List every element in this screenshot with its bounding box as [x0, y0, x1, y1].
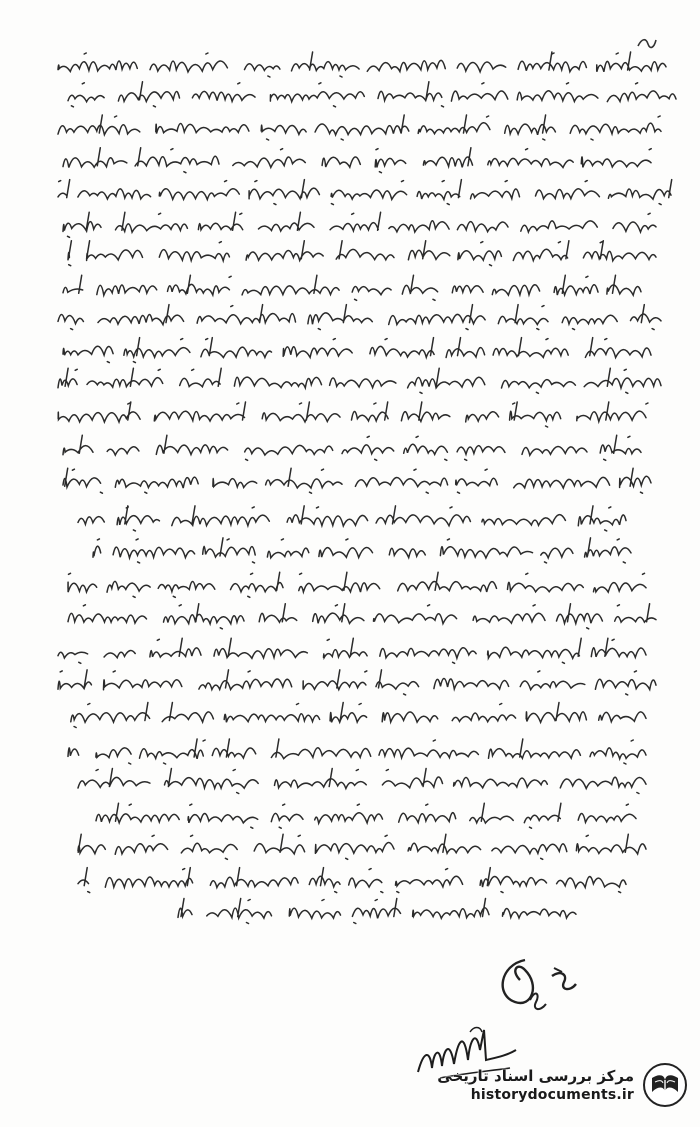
handwriting-stroke	[78, 506, 626, 531]
handwriting-stroke	[63, 148, 651, 173]
handwriting-stroke	[58, 670, 656, 695]
handwriting-stroke	[71, 703, 646, 728]
handwritten-line	[55, 272, 645, 306]
handwriting-stroke	[68, 604, 656, 629]
handwritten-line	[60, 238, 660, 272]
handwritten-line	[70, 766, 650, 800]
handwriting-stroke	[58, 368, 661, 393]
handwriting-stroke	[68, 82, 676, 107]
handwritten-line	[50, 666, 660, 700]
handwritten-line	[50, 110, 665, 144]
handwritten-line	[60, 568, 650, 602]
handwritten-line	[85, 534, 635, 568]
handwritten-line	[55, 144, 655, 178]
watermark-title: مرکز بررسی اسناد تاریخی	[437, 1067, 634, 1085]
watermark-url: historydocuments.ir	[470, 1087, 634, 1103]
handwritten-line	[50, 48, 670, 82]
handwriting-stroke	[78, 769, 646, 794]
handwriting-stroke	[58, 305, 661, 330]
handwritten-line	[70, 500, 630, 534]
handwritten-line	[55, 432, 645, 466]
handwriting-stroke	[93, 538, 631, 563]
handwritten-line	[60, 600, 660, 634]
handwritten-line	[55, 466, 655, 500]
handwritten-body	[30, 40, 680, 920]
signature	[470, 940, 580, 1020]
book-logo-icon	[642, 1062, 688, 1108]
handwritten-line	[60, 78, 680, 112]
handwritten-line	[70, 864, 630, 898]
handwriting-stroke	[58, 638, 646, 663]
handwritten-line	[60, 734, 650, 768]
handwriting-stroke	[68, 739, 646, 764]
handwriting-stroke	[58, 180, 672, 205]
handwritten-line	[50, 302, 665, 336]
handwriting-stroke	[58, 115, 661, 140]
handwriting-stroke	[58, 52, 666, 77]
handwritten-line	[50, 366, 665, 400]
handwriting-stroke	[58, 402, 648, 427]
handwriting-stroke	[63, 435, 641, 460]
handwritten-line	[80, 800, 640, 834]
handwritten-line	[50, 174, 675, 208]
watermark-text-block	[437, 1066, 634, 1104]
handwriting-stroke	[63, 338, 651, 363]
handwritten-line	[55, 208, 660, 242]
handwriting-stroke	[63, 468, 651, 493]
handwritten-line	[70, 832, 650, 866]
handwritten-line	[170, 896, 580, 930]
handwriting-stroke	[63, 212, 656, 237]
handwritten-line	[50, 634, 650, 668]
handwriting-stroke	[68, 241, 656, 266]
handwriting-stroke	[63, 275, 641, 300]
handwritten-line	[50, 400, 650, 434]
handwriting-stroke	[78, 868, 626, 893]
archive-watermark	[408, 1057, 688, 1113]
handwriting-stroke	[178, 899, 576, 924]
handwritten-line	[55, 700, 650, 734]
handwriting-stroke	[96, 803, 636, 828]
handwritten-line	[55, 334, 655, 368]
handwriting-stroke	[68, 572, 646, 597]
handwriting-stroke	[78, 834, 646, 859]
